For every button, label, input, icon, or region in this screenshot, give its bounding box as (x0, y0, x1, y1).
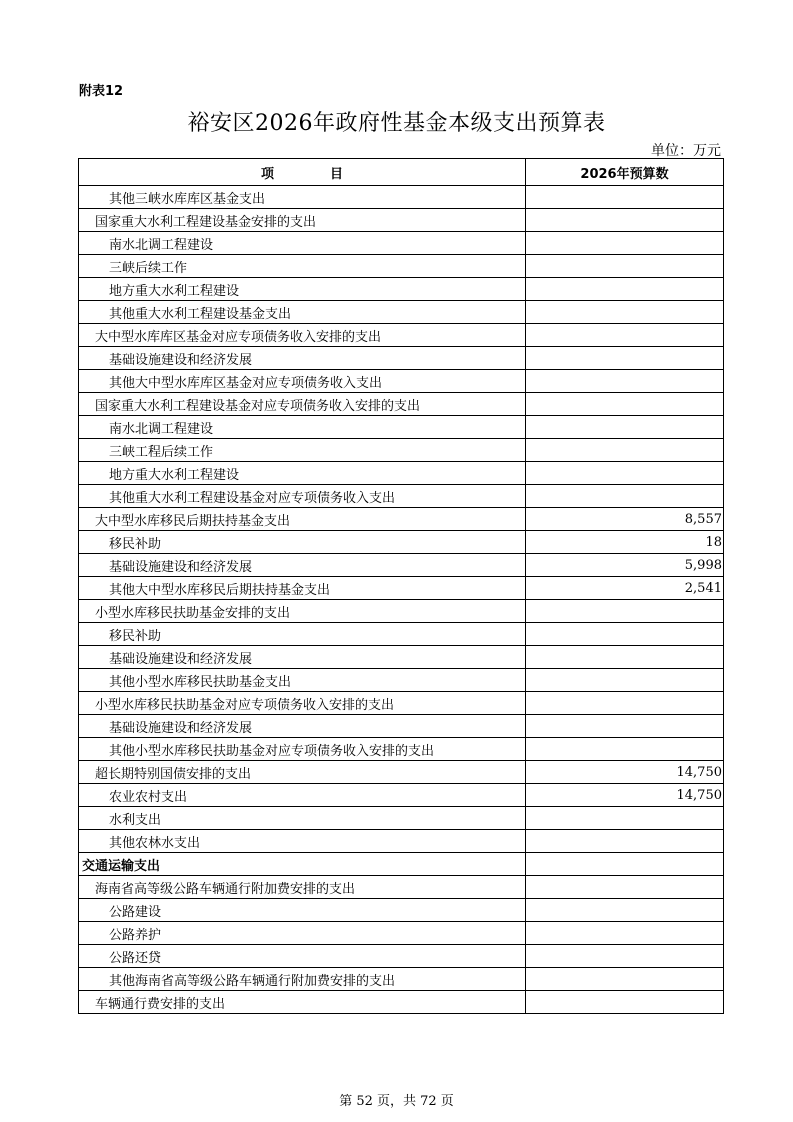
row-item-name: 基础设施建设和经济发展 (79, 554, 526, 577)
row-budget-value: 14,750 (526, 784, 724, 807)
table-row (79, 347, 724, 370)
table-row (79, 784, 724, 807)
table-row (79, 991, 724, 1014)
table-row (79, 692, 724, 715)
table-row (79, 462, 724, 485)
row-item-name: 其他大中型水库移民后期扶持基金支出 (79, 577, 526, 600)
page-footer: 第 52 页，共 72 页 (339, 1094, 454, 1109)
row-budget-value (526, 255, 724, 278)
row-item-name: 其他小型水库移民扶助基金对应专项债务收入安排的支出 (79, 738, 526, 761)
table-row (79, 393, 724, 416)
row-budget-value (526, 347, 724, 370)
table-row (79, 485, 724, 508)
row-item-name: 其他海南省高等级公路车辆通行附加费安排的支出 (79, 968, 526, 991)
row-budget-value (526, 991, 724, 1014)
row-item-name: 其他小型水库移民扶助基金支出 (79, 669, 526, 692)
row-budget-value (526, 922, 724, 945)
row-item-name: 移民补助 (79, 623, 526, 646)
row-item-name: 基础设施建设和经济发展 (79, 347, 526, 370)
row-budget-value (526, 209, 724, 232)
row-budget-value (526, 876, 724, 899)
row-budget-value (526, 462, 724, 485)
row-budget-value: 14,750 (526, 761, 724, 784)
row-item-name: 其他大中型水库库区基金对应专项债务收入支出 (79, 370, 526, 393)
table-row (79, 853, 724, 876)
row-budget-value (526, 439, 724, 462)
row-budget-value: 18 (526, 531, 724, 554)
table-row (79, 761, 724, 784)
row-budget-value (526, 600, 724, 623)
row-budget-value: 2,541 (526, 577, 724, 600)
row-item-name: 国家重大水利工程建设基金对应专项债务收入安排的支出 (79, 393, 526, 416)
table-row (79, 807, 724, 830)
header-item: 项 目 (79, 159, 526, 186)
table-row (79, 278, 724, 301)
row-budget-value (526, 370, 724, 393)
row-item-name: 国家重大水利工程建设基金安排的支出 (79, 209, 526, 232)
table-row (79, 370, 724, 393)
table-row (79, 186, 724, 209)
table-body (79, 186, 724, 1014)
row-budget-value (526, 186, 724, 209)
row-item-name: 公路养护 (79, 922, 526, 945)
row-item-name: 大中型水库库区基金对应专项债务收入安排的支出 (79, 324, 526, 347)
row-budget-value (526, 623, 724, 646)
row-item-name: 其他农林水支出 (79, 830, 526, 853)
attachment-label: 附表12 (79, 84, 124, 99)
table-row (79, 968, 724, 991)
page-title: 裕安区2026年政府性基金本级支出预算表 (187, 111, 606, 136)
row-budget-value: 5,998 (526, 554, 724, 577)
header-budget: 2026年预算数 (526, 159, 724, 186)
row-budget-value (526, 485, 724, 508)
unit-label: 单位：万元 (651, 143, 721, 159)
row-item-name: 基础设施建设和经济发展 (79, 646, 526, 669)
row-budget-value (526, 899, 724, 922)
row-budget-value: 8,557 (526, 508, 724, 531)
row-budget-value (526, 945, 724, 968)
row-item-name: 地方重大水利工程建设 (79, 278, 526, 301)
row-item-name: 基础设施建设和经济发展 (79, 715, 526, 738)
row-budget-value (526, 692, 724, 715)
row-budget-value (526, 669, 724, 692)
table-row (79, 209, 724, 232)
row-item-name: 海南省高等级公路车辆通行附加费安排的支出 (79, 876, 526, 899)
row-budget-value (526, 738, 724, 761)
table-row (79, 922, 724, 945)
row-budget-value (526, 646, 724, 669)
row-item-name: 水利支出 (79, 807, 526, 830)
row-budget-value (526, 830, 724, 853)
row-item-name: 南水北调工程建设 (79, 232, 526, 255)
row-budget-value (526, 324, 724, 347)
table-row (79, 876, 724, 899)
table-row (79, 416, 724, 439)
table-row (79, 738, 724, 761)
table-row (79, 508, 724, 531)
row-item-name: 车辆通行费安排的支出 (79, 991, 526, 1014)
row-budget-value (526, 853, 724, 876)
row-item-name: 小型水库移民扶助基金对应专项债务收入安排的支出 (79, 692, 526, 715)
row-item-name: 超长期特别国债安排的支出 (79, 761, 526, 784)
table-row (79, 324, 724, 347)
table-row (79, 301, 724, 324)
row-item-name: 其他三峡水库库区基金支出 (79, 186, 526, 209)
row-item-name: 大中型水库移民后期扶持基金支出 (79, 508, 526, 531)
row-item-name: 三峡工程后续工作 (79, 439, 526, 462)
row-item-name: 公路建设 (79, 899, 526, 922)
table-row (79, 600, 724, 623)
row-item-name: 农业农村支出 (79, 784, 526, 807)
table-row (79, 646, 724, 669)
row-budget-value (526, 807, 724, 830)
row-item-name: 其他重大水利工程建设基金支出 (79, 301, 526, 324)
table-row (79, 945, 724, 968)
row-budget-value (526, 301, 724, 324)
row-item-name: 其他重大水利工程建设基金对应专项债务收入支出 (79, 485, 526, 508)
table-row (79, 623, 724, 646)
table-row (79, 439, 724, 462)
row-item-name: 移民补助 (79, 531, 526, 554)
table-row (79, 669, 724, 692)
row-item-name: 南水北调工程建设 (79, 416, 526, 439)
row-item-name: 三峡后续工作 (79, 255, 526, 278)
row-budget-value (526, 393, 724, 416)
row-item-name: 公路还贷 (79, 945, 526, 968)
row-budget-value (526, 416, 724, 439)
row-budget-value (526, 968, 724, 991)
budget-table (78, 158, 724, 1014)
table-row (79, 232, 724, 255)
table-row (79, 554, 724, 577)
row-budget-value (526, 232, 724, 255)
table-row (79, 715, 724, 738)
row-budget-value (526, 278, 724, 301)
row-item-name: 地方重大水利工程建设 (79, 462, 526, 485)
row-budget-value (526, 715, 724, 738)
table-header-row (79, 159, 724, 186)
table-row (79, 255, 724, 278)
row-item-name: 交通运输支出 (79, 853, 526, 876)
table-row (79, 577, 724, 600)
table-row (79, 531, 724, 554)
table-row (79, 899, 724, 922)
table-row (79, 830, 724, 853)
row-item-name: 小型水库移民扶助基金安排的支出 (79, 600, 526, 623)
